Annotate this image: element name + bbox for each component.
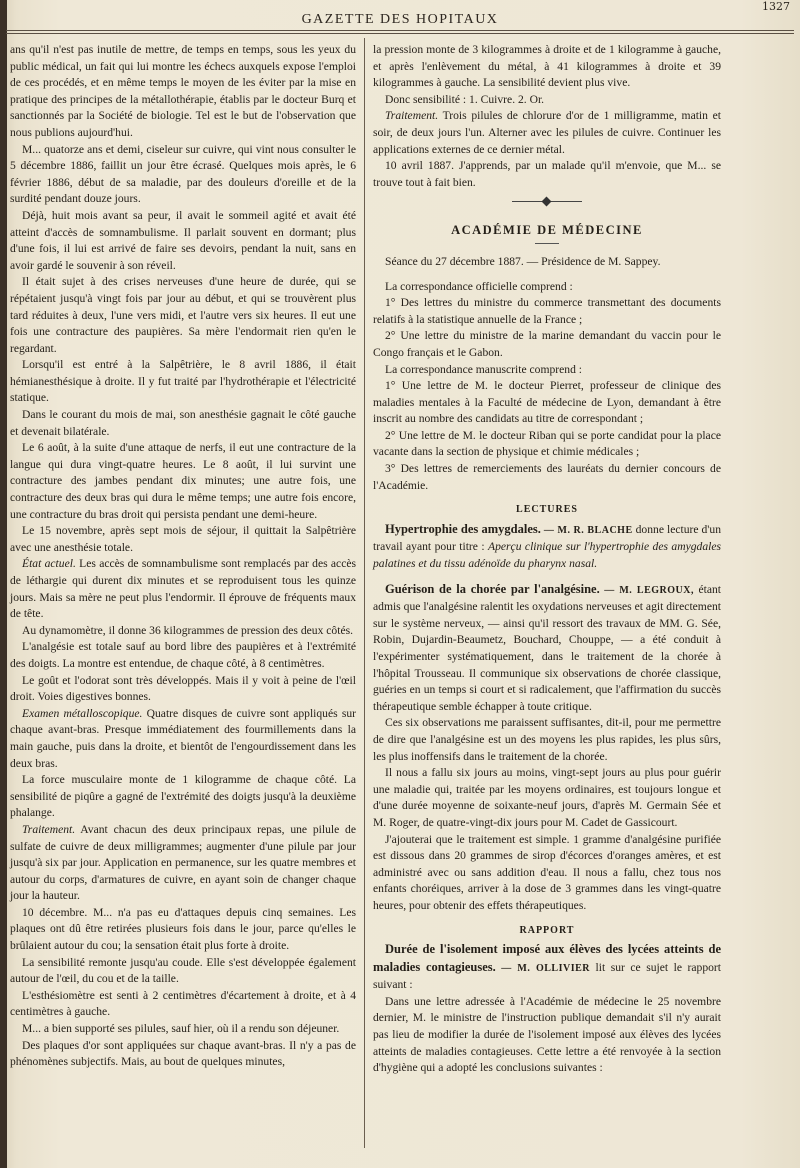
paragraph: L'analgésie est totale sauf au bord libre des paupières et à l'extrémité des doigts. La montre est entendue, de chaque côté, à 8 centimètres. (10, 640, 356, 670)
article-author: — M. OLLIVIER (501, 962, 590, 974)
paragraph: Au dynamomètre, il donne 36 kilogrammes de pression des deux côtés. (22, 623, 353, 637)
paragraph (10, 706, 356, 772)
paragraph: Le 6 août, à la suite d'une attaque de nerfs, il eut une contracture de la langue qui dura vingt-quatre heures. Le 8 août, il lui survint une contracture des jambes pendant dix minutes; une autre fois, une contracture des deux bras qui dura le même temps; une autre fois encore, une contracture du bras droit qui persista pendant une demi-heure. (10, 441, 356, 521)
paragraph: Lorsqu'il est entré à la Salpêtrière, le 8 avril 1886, il était hémianesthésique à droite. Il y fut traité par l'hydrothérapie et l'électricité statique. (10, 358, 356, 405)
paragraph-text: Les accès de somnambulisme sont remplacés par des accès de léthargie qui durent dix minutes et se reproduisent tous les quinze jours. Mais sa mère ne peut plus l'endormir. Il éprouve de fréquents maux de tête. (10, 557, 356, 621)
paragraph: Le goût et l'odorat sont très développés. Mais il y voit à peine de l'œil droit. Voies digestives bonnes. (10, 673, 356, 704)
article-title: Guérison de la chorée par l'analgésine. (385, 581, 600, 596)
section-lead: Examen métalloscopique. (22, 706, 143, 720)
paragraph: 2° Une lettre de M. le docteur Riban qui se porte candidat pour la place vacante dans la section de physique et chimie médicales ; (373, 428, 721, 459)
page-header (0, 0, 800, 36)
paragraph: La correspondance manuscrite comprend : (385, 362, 583, 376)
paragraph: Dans le courant du mois de mai, son anesthésie gagnait le côté gauche et devenait bilatérale. (10, 408, 356, 438)
paragraph: 1° Une lettre de M. le docteur Pierret, professeur de clinique des maladies mentales à la Faculté de médecine de Lyon, demandant à être inscrit au nombre des candidats au titre de correspondant ; (373, 379, 721, 426)
header-rule (6, 30, 794, 31)
paragraph: J'ajouterai que le traitement est simple. 1 gramme d'analgésine purifiée est dissous dans 20 grammes de sirop d'écorces d'oranges amères, et est administré avec ou sans addition d'eau. Il nous a fallu, chez tous nos enfants choréiques, arriver à la dose de 3 grammes dans les vingt-quatre heures, pour obtenir des effets thérapeutiques. (373, 832, 721, 912)
column-divider (364, 38, 365, 1148)
binding-edge (0, 0, 7, 1168)
paragraph: 10 avril 1887. J'apprends, par un malade qu'il m'envoie, que M... se trouve tout à fait bien. (373, 159, 721, 189)
paragraph: Donc sensibilité : 1. Cuivre. 2. Or. (385, 92, 545, 106)
page-number: 1327 (762, 0, 790, 13)
paragraph: ans qu'il n'est pas inutile de mettre, de temps en temps, sous les yeux du public médical, un fait qui lui montre les échecs auxquels expose l'emploi de ces procédés, et en même temps le moyen de les éviter par la mise en pratique des principes de la métallothérapie, établis par le docteur Burq et sanctionnés par la Société de biologie. Tel est le but de l'observation que nous publions aujourd'hui. (10, 43, 356, 139)
article-cited-title: Aperçu clinique sur l'hypertrophie des amygdales palatines et du tissu adénoïde du pharynx nasal. (373, 540, 721, 571)
section-lead: État actuel. (22, 557, 76, 571)
article-author: — M. LEGROUX, (604, 584, 694, 596)
right-column (373, 42, 721, 1077)
title-underline (535, 243, 559, 244)
paragraph: Des plaques d'or sont appliquées sur chaque avant-bras. Il n'y a pas de phénomènes subjectifs. Mais, au bout de quelques minutes, (10, 1038, 356, 1069)
paragraph: la pression monte de 3 kilogrammes à droite et de 1 kilogramme à gauche, et après l'enlèvement du métal, à 41 kilogrammes à droite et 39 kilogrammes à gauche. La sensibilité devient plus vive. (373, 43, 721, 90)
paragraph: M... a bien supporté ses pilules, sauf hier, où il a rendu son déjeuner. (22, 1022, 340, 1036)
paragraph-text: Avant chacun des deux principaux repas, une pilule de sulfate de cuivre de deux milligrammes; augmenter d'une pilule par jour jusqu'à six par jour. Application en permanence, sur les quatre membres et autour du corps, d'armatures de cuivre, en ayant soin de changer chaque jour la hauteur. (10, 822, 356, 903)
paragraph: Le 15 novembre, après sept mois de séjour, il quittait la Salpêtrière avec une anesthésie totale. (10, 524, 356, 554)
journal-title: GAZETTE DES HOPITAUX (301, 12, 499, 27)
header-rule-double (6, 33, 794, 34)
paragraph: Il était sujet à des crises nerveuses d'une heure de durée, qui se répétaient jusqu'à vingt fois par jour au début, et qui se trouvèrent plus tard réduites à deux, l'une vers midi, et l'autre vers six heures. Il eut une fois une contracture des paupières. Sa mère l'endormait rien qu'en le regardant. (10, 275, 356, 355)
section-lead: Traitement. (385, 109, 439, 123)
article-title: Durée de l'isolement imposé aux élèves des lycées atteints de maladies contagieuses. (373, 942, 721, 974)
seance-line: Séance du 27 décembre 1887. — Présidence de M. Sappey. (385, 254, 661, 268)
article (373, 581, 721, 716)
spacer (373, 271, 721, 279)
paragraph: 10 décembre. M... n'a pas eu d'attaques depuis cinq semaines. Les plaques ont dû être retirées plusieurs fois dans le jour, parce qu'elles le brûlaient autour du cou; la sensation était plus forte à droite. (10, 905, 356, 953)
paragraph: La correspondance officielle comprend : (385, 279, 573, 293)
paragraph: M... quatorze ans et demi, ciseleur sur cuivre, qui vint nous consulter le 5 décembre 1886, faillit un jour être écrasé. Quelques mois après, le 6 février 1886, début de sa maladie, par des douleurs d'oreille et de la surdité pendant douze jours. (10, 142, 356, 206)
academy-section-title: ACADÉMIE DE MÉDECINE (451, 223, 643, 238)
ornamental-divider (512, 201, 582, 202)
paragraph: La sensibilité remonte jusqu'au coude. Elle s'est développée également autour de l'œil, du cou et de la taille. (10, 955, 356, 986)
section-lead: Traitement. (22, 822, 76, 836)
article-text: donne lecture d'un travail ayant pour titre : (373, 522, 721, 554)
paragraph (373, 108, 721, 158)
paragraph: Dans une lettre adressée à l'Académie de médecine le 25 novembre dernier, M. le ministre de l'instruction publique demandait s'il n'y aurait pas lieu de modifier la durée de l'isolement imposé aux élèves des lycées atteints de maladies contagieuses. Cette lettre a été renvoyée à la section d'hygiène qui a adopté les conclusions suivantes : (373, 994, 721, 1075)
paragraph-text: Trois pilules de chlorure d'or de 1 milligramme, matin et soir, de deux jours l'un. Alterner avec les pilules de cuivre. Continuer les applications externes de ce dernier métal. (373, 109, 721, 156)
article (373, 521, 721, 573)
paragraph: Ces six observations me paraissent suffisantes, dit-il, pour me permettre de dire que l'analgésine est un des moyens les plus rapides, les plus sûrs, les plus inoffensifs dans le traitement de la chorée. (373, 716, 721, 763)
lectures-heading: LECTURES (516, 504, 578, 516)
article (373, 941, 721, 994)
paragraph-text: Quatre disques de cuivre sont appliqués sur chaque avant-bras. Presque immédiatement des fourmillements dans la main gauche, puis dans la droite, et bientôt de l'engourdissement dans les deux bras. (10, 706, 357, 770)
paragraph: 1° Des lettres du ministre du commerce transmettant des documents relatifs à la statistique annuelle de la France ; (373, 296, 721, 326)
left-column (10, 42, 356, 1071)
paragraph: Déjà, huit mois avant sa peur, il avait le sommeil agité et avait été atteint d'accès de somnambulisme. Il parlait souvent en dormant; plus d'une fois, il lui est arrivé de faire ses devoirs, pendant la nuit, sans en avoir gardé le souvenir à son réveil. (10, 208, 356, 272)
paragraph (10, 556, 356, 622)
paragraph: La force musculaire monte de 1 kilogramme de chaque côté. La sensibilité de piqûre a gagné de l'extrémité des doigts jusqu'à la deuxième phalange. (10, 773, 356, 820)
article-title: Hypertrophie des amygdales. (385, 521, 541, 536)
spacer (373, 573, 721, 581)
paragraph: Il nous a fallu six jours au moins, vingt-sept jours au plus pour guérir une maladie qui, traitée par les moyens ordinaires, est toujours longue et d'une durée moyenne de soixante-neuf jours, d'après M. Germain Sée et M. Roger, de quatre-vingt-dix jours pour M. Cadet de Gassicourt. (373, 766, 721, 829)
paragraph: 3° Des lettres de remerciements des lauréats du dernier concours de l'Académie. (373, 462, 721, 492)
paragraph (10, 822, 356, 905)
article-text: lit sur ce sujet le rapport suivant : (373, 960, 721, 992)
rapport-heading: RAPPORT (519, 924, 575, 936)
paragraph: 2° Une lettre du ministre de la marine demandant du vaccin pour le Congo français et le Gabon. (373, 329, 721, 359)
paragraph: L'esthésiomètre est senti à 2 centimètres d'écartement à droite, et à 4 centimètres à gauche. (10, 988, 356, 1019)
article-author: — M. R. BLACHE (543, 524, 633, 536)
article-text: étant admis que l'analgésine ralentit les oxydations nerveuses et agit directement sur le système nerveux, — ainsi qu'il ressort des travaux de MM. G. Sée, Robin, Dujardin-Beaumetz, Bouchard, Chouppe, — a été conduit à l'expérimenter systématiquement, dans le traitement de la chorée à l'hôpital Trousseau. Il communique six observations de chorée classique, guéries en un temps si court et si radicalement, que l'affirmation du succès thérapeutique semble échapper à toute critique. (373, 582, 722, 713)
